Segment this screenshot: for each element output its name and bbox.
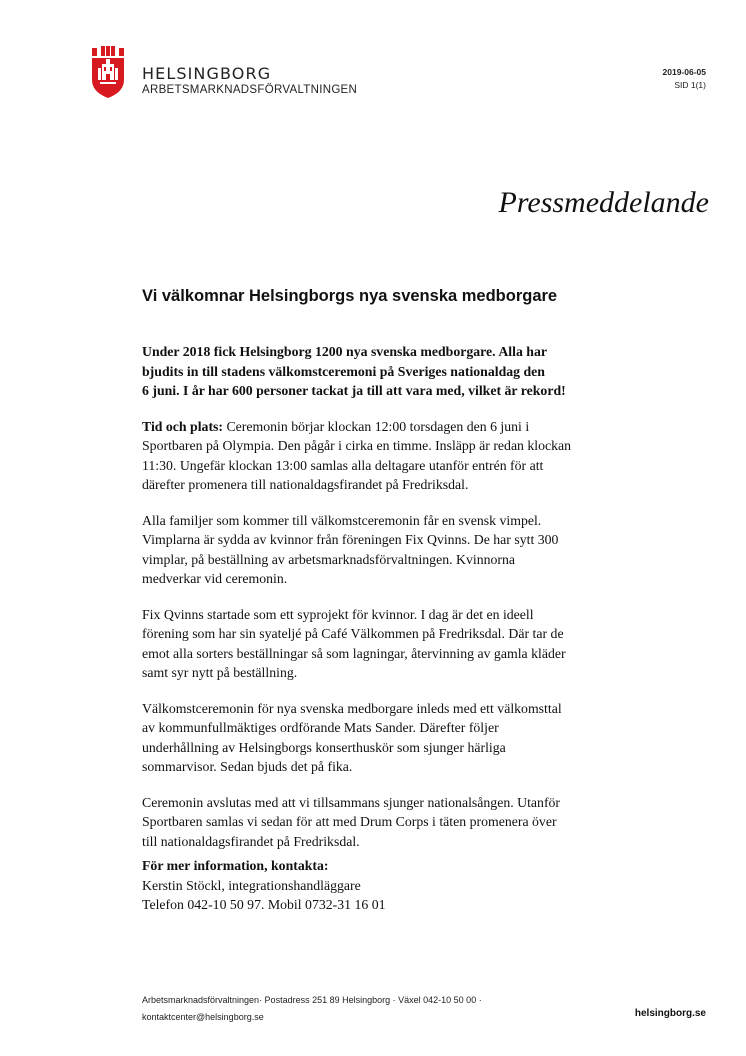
contact-name: Kerstin Stöckl, integrationshandläggare — [142, 877, 361, 893]
headline: Vi välkomnar Helsingborgs nya svenska medborgare — [142, 287, 558, 305]
body-line: Välkomstceremonin för nya svenska medborgare inleds med ett välkomsttal — [142, 700, 562, 716]
body-paragraph-fix-qvinns — [142, 605, 717, 683]
body-line: Alla familjer som kommer till välkomstceremonin får en svensk vimpel. — [142, 512, 542, 528]
article-body — [142, 342, 717, 867]
body-line: emot alla sorters beställningar så som lagningar, återvinning av gamla kläder — [142, 645, 566, 661]
body-paragraph-vimpel — [142, 511, 717, 589]
lead-line: bjudits in till stadens välkomstceremoni på Sveriges nationaldag den — [142, 363, 545, 379]
time-place-first-line — [142, 417, 717, 437]
document-date: 2019-06-05 — [662, 67, 706, 77]
footer-address: Arbetsmarknadsförvaltningen· Postadress 251 89 Helsingborg · Växel 042-10 50 00 · — [142, 995, 482, 1005]
body-line: sommarvisor. Sedan bjuds det på fika. — [142, 759, 353, 774]
body-line: Sportbaren samlas vi sedan för att med Drum Corps i täten promenera över — [142, 814, 557, 829]
footer-email-link[interactable]: kontaktcenter@helsingborg.se — [142, 1012, 264, 1022]
document-meta — [663, 66, 706, 92]
helsingborg-coat-of-arms-icon — [92, 46, 124, 98]
page-indicator: SID 1(1) — [674, 80, 706, 90]
body-line: till nationaldagsfirandet på Fredriksdal. — [142, 833, 360, 849]
body-line: av kommunfullmäktiges ordförande Mats Sander. Därefter följer — [142, 720, 499, 735]
lead-line: Under 2018 fick Helsingborg 1200 nya svenska medborgare. Alla har — [142, 344, 547, 359]
body-line: förening som har sin syateljé på Café Välkommen på Fredriksdal. Där tar de — [142, 626, 564, 641]
contact-block — [142, 856, 386, 915]
body-line: samt syr nytt på beställning. — [142, 665, 298, 680]
body-line: Ceremonin avslutas med att vi tillsammans sjunger nationalsången. Utanför — [142, 794, 561, 810]
contact-phone: Telefon 042-10 50 97. Mobil 0732-31 16 01 — [142, 897, 386, 912]
time-place-first-text: Ceremonin börjar klockan 12:00 torsdagen den 6 juni i — [223, 418, 530, 434]
body-paragraph-closing — [142, 793, 717, 852]
time-place-label: Tid och plats: — [142, 418, 224, 434]
body-paragraph-ceremony — [142, 699, 717, 777]
website-link[interactable]: helsingborg.se — [634, 1008, 706, 1019]
organization-name: HELSINGBORG — [142, 64, 272, 83]
lead-line: 6 juni. I år har 600 personer tackat ja till att vara med, vilket är rekord! — [142, 383, 566, 398]
lead-paragraph — [142, 342, 717, 401]
time-place-line: 11:30. Ungefär klockan 13:00 samlas alla deltagare utanför entrén för att — [142, 457, 544, 473]
body-line: Vimplarna är sydda av kvinnor från föreningen Fix Qvinns. De har sytt 300 — [142, 532, 559, 547]
department-name: ARBETSMARKNADSFÖRVALTNINGEN — [142, 84, 358, 96]
footer — [142, 992, 482, 1026]
document-type-title: Pressmeddelande — [498, 186, 709, 219]
body-line: vimplar, på beställning av arbetsmarknadsförvaltningen. Kvinnorna — [142, 551, 516, 567]
body-line: medverkar vid ceremonin. — [142, 571, 288, 586]
time-and-place-paragraph — [142, 417, 717, 495]
body-line: underhållning av Helsingborgs konserthuskör som sjunger härliga — [142, 739, 506, 755]
time-place-line: Sportbaren på Olympia. Den pågår i cirka en timme. Insläpp är redan klockan — [142, 438, 572, 453]
contact-heading: För mer information, kontakta: — [142, 858, 329, 873]
body-line: Fix Qvinns startade som ett syprojekt för kvinnor. I dag är det en ideell — [142, 606, 534, 622]
time-place-line: därefter promenera till nationaldagsfirandet på Fredriksdal. — [142, 477, 469, 492]
